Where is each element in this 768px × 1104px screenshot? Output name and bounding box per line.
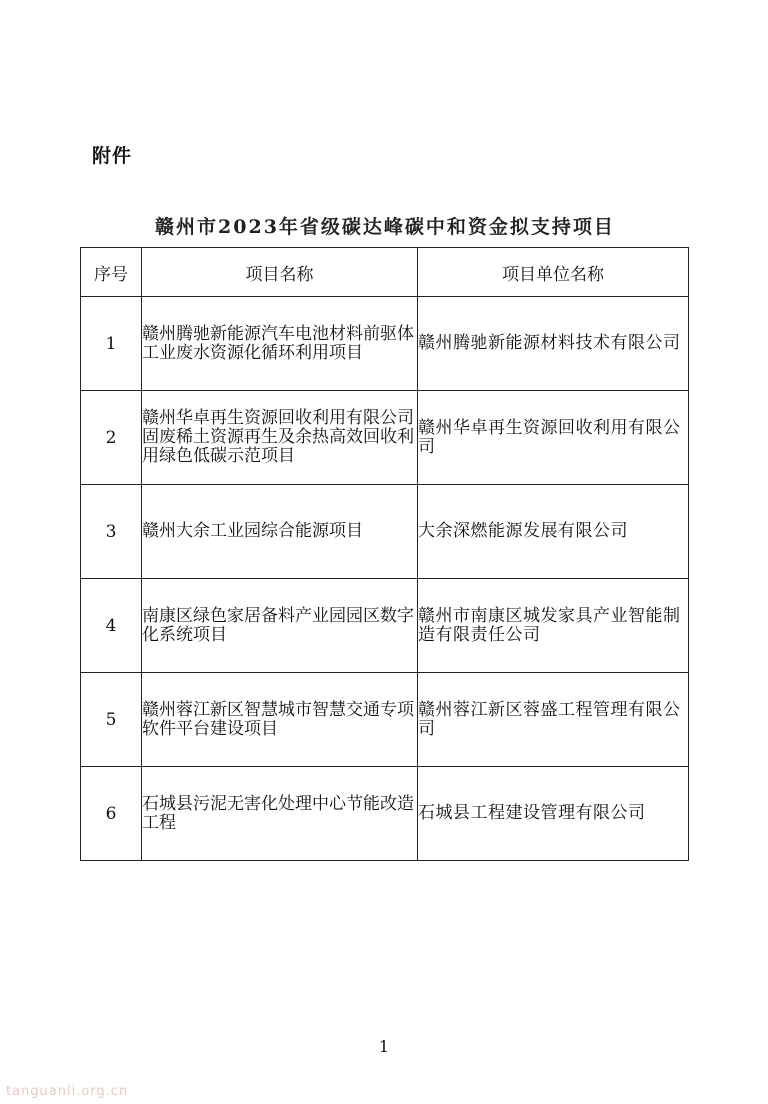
document-title: 赣州市2023年省级碳达峰碳中和资金拟支持项目: [155, 216, 615, 238]
table-row: [81, 485, 689, 579]
attachment-label: 附件: [92, 145, 133, 167]
table-row: [81, 297, 689, 391]
header-project-unit: 项目单位名称: [418, 248, 689, 297]
project-unit-cell: 大余深燃能源发展有限公司: [418, 485, 689, 579]
watermark-text: tanguanli.org.cn: [6, 1084, 129, 1099]
project-name-cell: 赣州大余工业园综合能源项目: [142, 485, 418, 579]
project-name-cell: 赣州蓉江新区智慧城市智慧交通专项软件平台建设项目: [142, 673, 418, 767]
table-header-row: [81, 248, 689, 297]
project-unit-cell: 赣州腾驰新能源材料技术有限公司: [418, 297, 689, 391]
header-project-name: 项目名称: [142, 248, 418, 297]
table-row: [81, 673, 689, 767]
table-row: [81, 391, 689, 485]
row-number: 1: [81, 297, 142, 391]
row-number: 4: [81, 579, 142, 673]
project-name-cell: 赣州腾驰新能源汽车电池材料前驱体工业废水资源化循环利用项目: [142, 297, 418, 391]
project-unit-cell: 赣州蓉江新区蓉盛工程管理有限公司: [418, 673, 689, 767]
row-number: 5: [81, 673, 142, 767]
row-number: 6: [81, 767, 142, 861]
project-unit-cell: 石城县工程建设管理有限公司: [418, 767, 689, 861]
project-name-cell: 石城县污泥无害化处理中心节能改造工程: [142, 767, 418, 861]
row-number: 3: [81, 485, 142, 579]
page-number: 1: [378, 1037, 390, 1056]
project-table: [80, 247, 689, 861]
project-unit-cell: 赣州市南康区城发家具产业智能制造有限责任公司: [418, 579, 689, 673]
project-name-cell: 南康区绿色家居备料产业园园区数字化系统项目: [142, 579, 418, 673]
project-unit-cell: 赣州华卓再生资源回收利用有限公司: [418, 391, 689, 485]
project-name-cell: 赣州华卓再生资源回收利用有限公司固废稀土资源再生及余热高效回收利用绿色低碳示范项目: [142, 391, 418, 485]
table-row: [81, 767, 689, 861]
header-no: 序号: [81, 248, 142, 297]
table-row: [81, 579, 689, 673]
row-number: 2: [81, 391, 142, 485]
